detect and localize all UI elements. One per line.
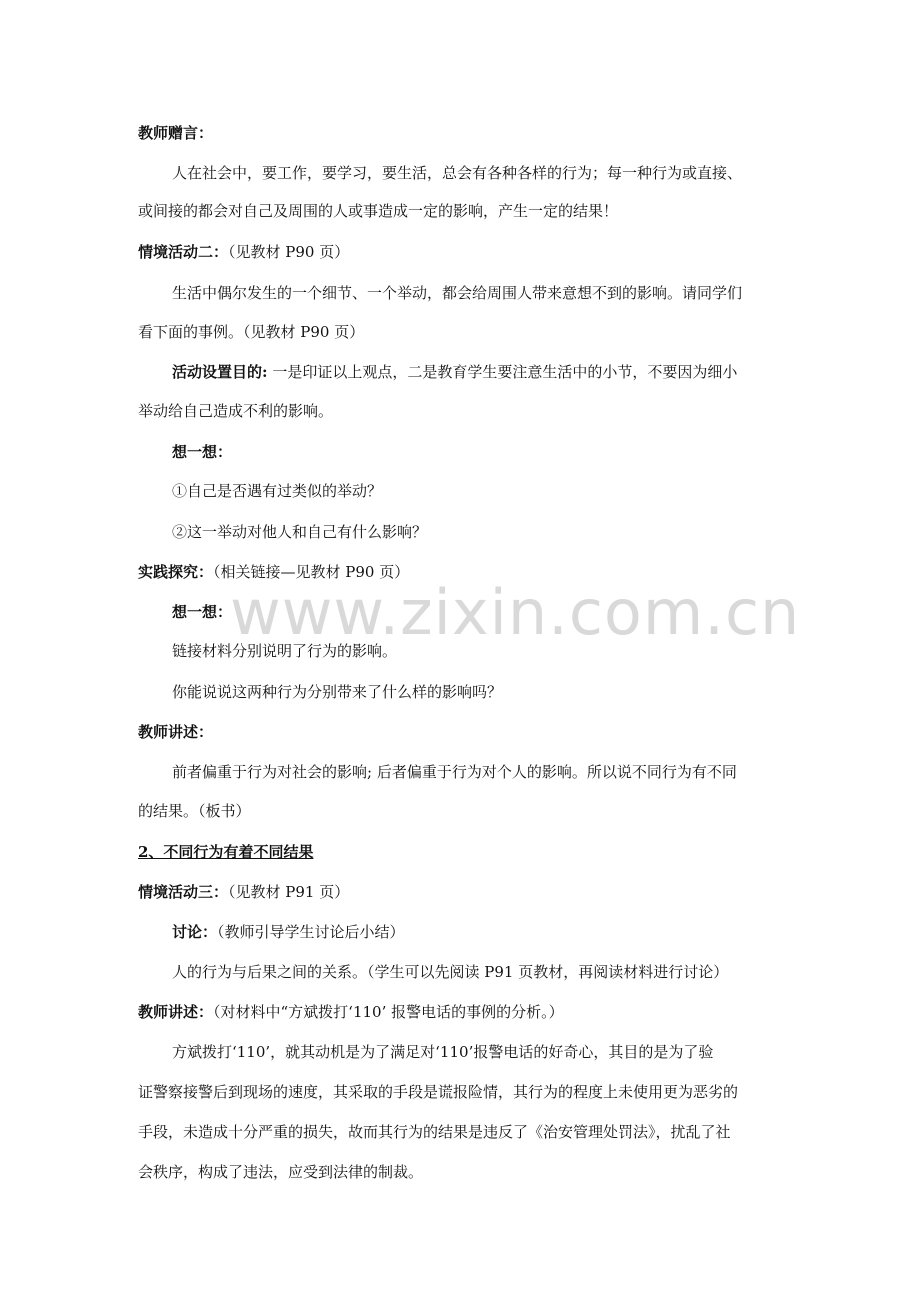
paragraph-line: 前者偏重于行为对社会的影响; 后者偏重于行为对个人的影响。所以说不同行为有不同 bbox=[172, 763, 737, 781]
question-1: ①自己是否遇有过类似的举动？ bbox=[172, 482, 383, 500]
think-heading: 想一想： bbox=[172, 443, 233, 461]
question-2: ②这一举动对他人和自己有什么影响？ bbox=[172, 523, 428, 541]
teacher-narration-2 bbox=[138, 1002, 788, 1022]
situation-activity-3-label: 情境活动三： bbox=[138, 883, 229, 901]
think-heading: 想一想： bbox=[172, 603, 233, 621]
discussion-label: 讨论： bbox=[172, 923, 218, 941]
situation-activity-3-ref: （见教材 P91 页） bbox=[228, 883, 350, 901]
paragraph-line: 举动给自己造成不利的影响。 bbox=[138, 402, 334, 420]
practice-explore-label: 实践探究： bbox=[138, 563, 214, 581]
paragraph-line: 看下面的事例。（见教材 P90 页） bbox=[138, 323, 365, 341]
section-heading: 2、不同行为有着不同结果 bbox=[138, 843, 314, 861]
practice-explore-ref: （相关链接—见教材 P90 页） bbox=[213, 563, 410, 581]
paragraph-line: 人的行为与后果之间的关系。（学生可以先阅读 P91 页教材，再阅读材料进行讨论） bbox=[172, 963, 729, 981]
discussion bbox=[172, 922, 788, 942]
paragraph-line: 会秩序，构成了违法，应受到法律的制裁。 bbox=[138, 1163, 424, 1181]
paragraph-line: 链接材料分别说明了行为的影响。 bbox=[172, 642, 398, 660]
activity-purpose-text: 一是印证以上观点，二是教育学生要注意生活中的小节，不要因为细小 bbox=[267, 363, 738, 381]
paragraph-line: 生活中偶尔发生的一个细节、一个举动，都会给周围人带来意想不到的影响。请同学们 bbox=[172, 284, 743, 302]
paragraph-line: 证警察接警后到现场的速度，其采取的手段是谎报险情，其行为的程度上未使用更为恶劣的 bbox=[138, 1083, 739, 1101]
activity-purpose bbox=[172, 362, 788, 382]
paragraph-line: 方斌拨打‘110’，就其动机是为了满足对‘110’报警电话的好奇心，其目的是为了验 bbox=[172, 1043, 714, 1061]
situation-activity-2 bbox=[138, 242, 788, 262]
paragraph-line: 的结果。（板书） bbox=[138, 802, 251, 820]
discussion-text: （教师引导学生讨论后小结） bbox=[217, 923, 405, 941]
paragraph-line: 手段，未造成十分严重的损失，故而其行为的结果是违反了《治安管理处罚法》，扰乱了社 bbox=[138, 1123, 731, 1141]
situation-activity-3 bbox=[138, 882, 788, 902]
teacher-narration-2-label: 教师讲述： bbox=[138, 1003, 214, 1021]
practice-explore bbox=[138, 562, 788, 582]
situation-activity-2-label: 情境活动二： bbox=[138, 243, 229, 261]
paragraph-line: 你能说说这两种行为分别带来了什么样的影响吗？ bbox=[172, 683, 503, 701]
paragraph-line: 人在社会中，要工作，要学习，要生活，总会有各种各样的行为；每一种行为或直接、 bbox=[172, 164, 743, 182]
teacher-narration-2-text: （对材料中“方斌拨打‘110’ 报警电话的事例的分析。） bbox=[213, 1003, 564, 1021]
activity-purpose-label: 活动设置目的: bbox=[172, 363, 268, 381]
watermark: www.zixin.com.cn bbox=[230, 576, 801, 649]
situation-activity-2-ref: （见教材 P90 页） bbox=[228, 243, 350, 261]
teacher-words-heading: 教师赠言： bbox=[138, 124, 214, 142]
teacher-narration-heading: 教师讲述： bbox=[138, 723, 214, 741]
paragraph-line: 或间接的都会对自己及周围的人或事造成一定的影响，产生一定的结果！ bbox=[138, 202, 619, 220]
